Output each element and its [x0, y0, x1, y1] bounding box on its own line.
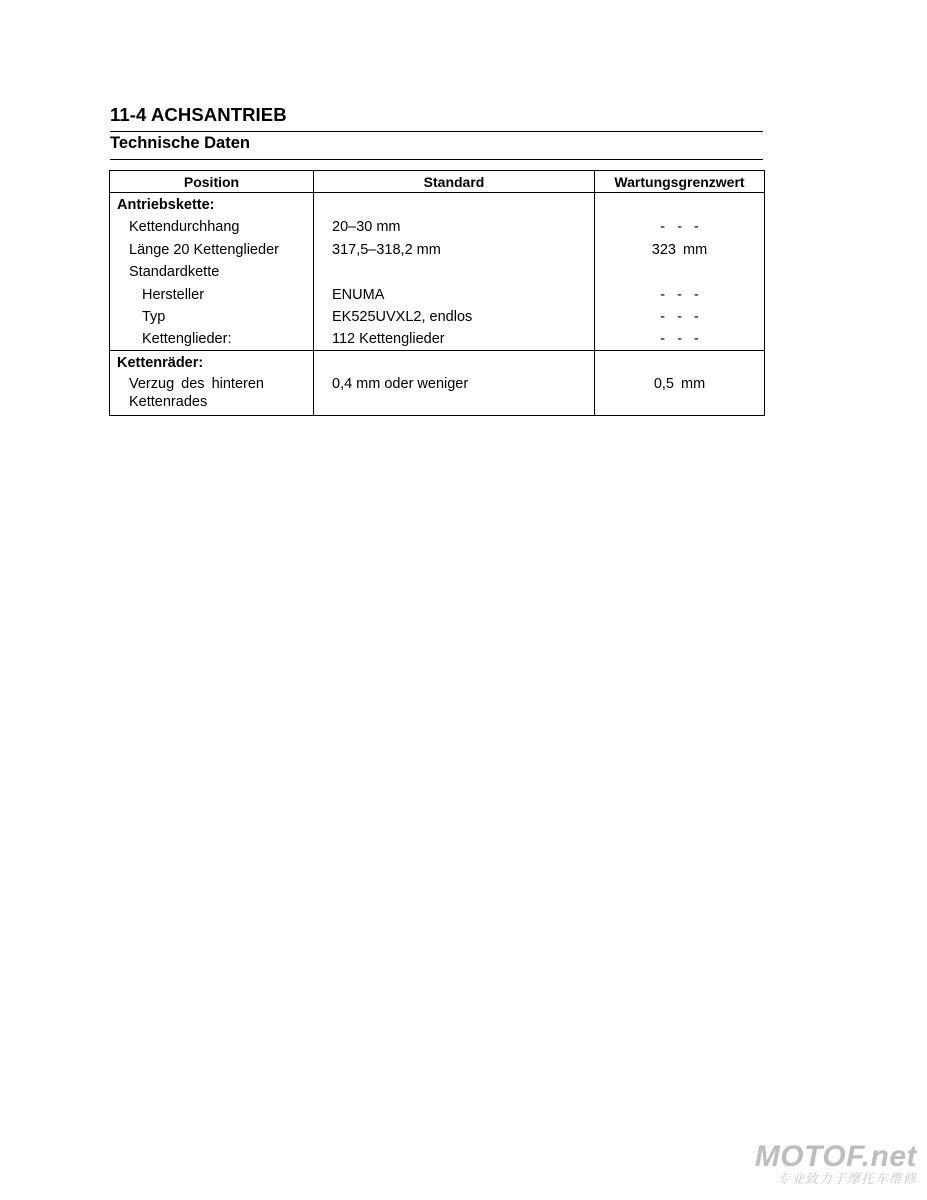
watermark [755, 1142, 917, 1186]
table-row [110, 260, 765, 282]
table-header-row [110, 171, 765, 193]
item-label: Hersteller [110, 283, 314, 305]
watermark-tagline: 专业致力于摩托车维修 [776, 1171, 917, 1186]
table-row [110, 215, 765, 237]
header-limit: Wartungsgrenzwert [595, 171, 765, 193]
item-label: Kettendurchhang [110, 215, 314, 237]
table-row [110, 283, 765, 305]
header-position: Position [110, 171, 314, 193]
standard-value: 317,5–318,2 mm [314, 238, 595, 260]
heading-rule [110, 131, 763, 132]
watermark-logo: MOTOF.net [754, 1140, 917, 1173]
specifications-table [109, 170, 765, 416]
group-title-row [110, 193, 765, 216]
item-label: Kettenglieder: [110, 327, 314, 350]
group-title: Kettenräder: [110, 350, 314, 373]
limit-value: 0,5 mm [595, 373, 765, 416]
limit-value: - - - [595, 283, 765, 305]
header-standard: Standard [314, 171, 595, 193]
item-label: Standardkette [110, 260, 314, 282]
standard-value [314, 260, 595, 282]
table-row [110, 238, 765, 260]
item-label: Verzug des hinteren Kettenrades [110, 373, 314, 416]
standard-value: ENUMA [314, 283, 595, 305]
limit-value: 323 mm [595, 238, 765, 260]
section-heading: Technische Daten [110, 134, 250, 152]
standard-value: 0,4 mm oder weniger [314, 373, 595, 416]
standard-value: EK525UVXL2, endlos [314, 305, 595, 327]
limit-value: - - - [595, 215, 765, 237]
table-row [110, 305, 765, 327]
limit-value: - - - [595, 327, 765, 350]
table-row [110, 327, 765, 350]
table-row [110, 373, 765, 416]
standard-value: 112 Kettenglieder [314, 327, 595, 350]
page-heading: 11-4 ACHSANTRIEB [110, 104, 287, 125]
group-title: Antriebskette: [110, 193, 314, 216]
group-title-row [110, 350, 765, 373]
section-rule [110, 159, 763, 160]
limit-value: - - - [595, 305, 765, 327]
limit-value [595, 260, 765, 282]
item-label: Länge 20 Kettenglieder [110, 238, 314, 260]
item-label: Typ [110, 305, 314, 327]
standard-value: 20–30 mm [314, 215, 595, 237]
